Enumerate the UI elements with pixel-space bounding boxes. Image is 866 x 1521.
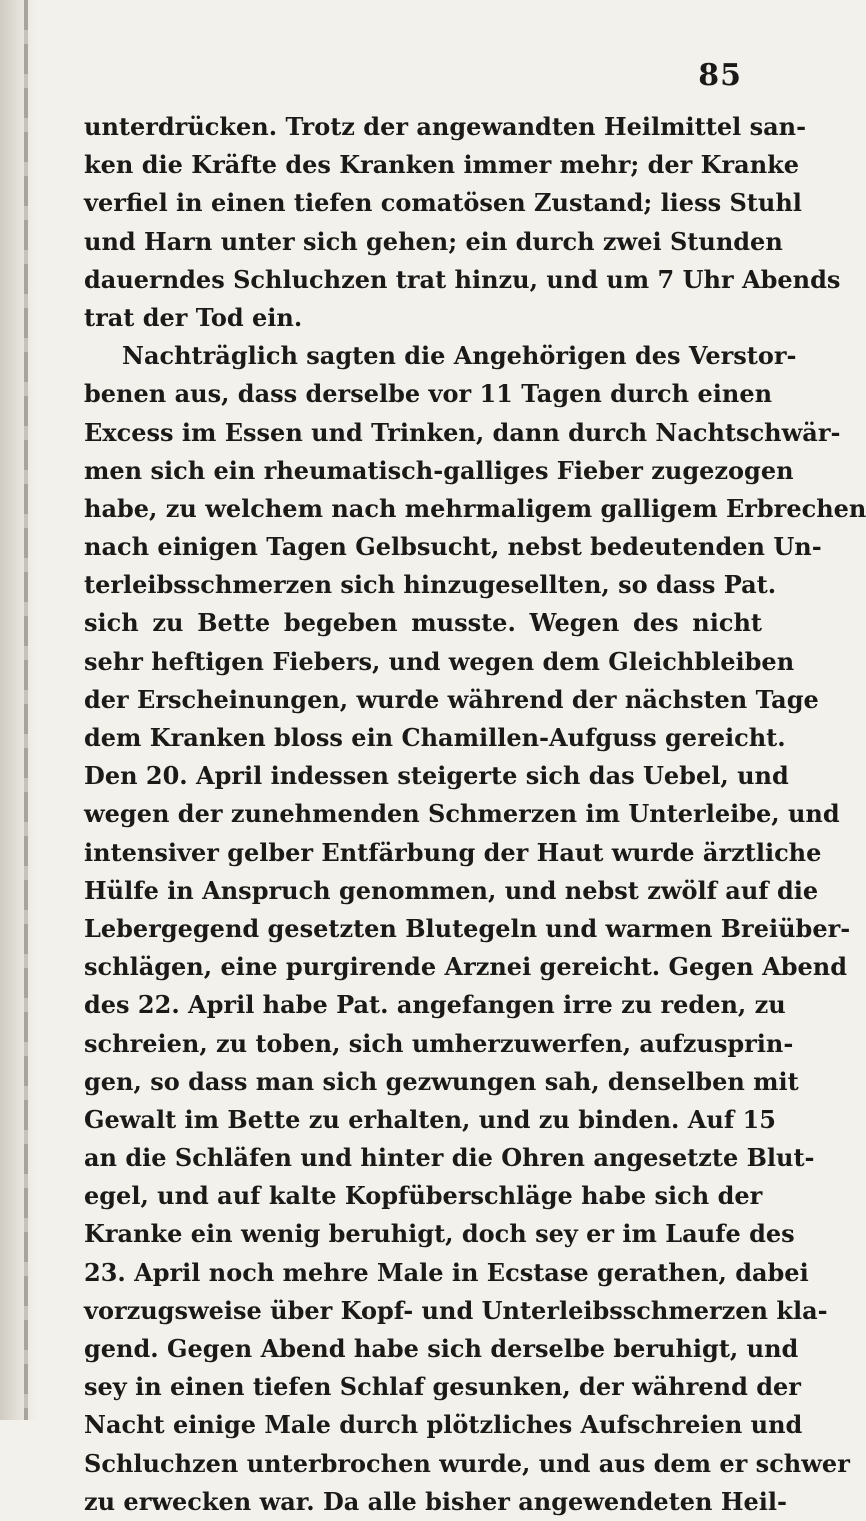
text-line: men sich ein rheumatisch-galliges Fieber zugezogen (84, 455, 794, 485)
text-line: Nachträglich sagten die Angehörigen des Verstor- (122, 341, 797, 371)
text-line: zu erwecken war. Da alle bisher angewendeten Heil- (84, 1486, 787, 1516)
text-line: des 22. April habe Pat. angefangen irre zu reden, zu (84, 990, 786, 1020)
text-line: intensiver gelber Entfärbung der Haut wurde ärztliche (84, 837, 822, 867)
text-line: Den 20. April indessen steigerte sich das Uebel, und (84, 761, 789, 791)
text-line: Kranke ein wenig beruhigt, doch sey er im Laufe des (84, 1219, 795, 1249)
text-line: wegen der zunehmenden Schmerzen im Unterleibe, und (84, 799, 840, 829)
text-line: dem Kranken bloss ein Chamillen-Aufguss gereicht. (84, 723, 786, 752)
text-line: und Harn unter sich gehen; ein durch zwei Stunden (84, 226, 783, 256)
text-line: sehr heftigen Fiebers, und wegen dem Gleichbleiben (84, 646, 795, 676)
body-text (84, 108, 866, 1521)
text-line: Lebergegend gesetzten Blutegeln und warmen Breiüber- (84, 913, 851, 943)
text-line: habe, zu welchem nach mehrmaligem galligem Erbrechen (84, 493, 866, 523)
binding-gutter (24, 0, 28, 1420)
text-line: 23. April noch mehre Male in Ecstase gerathen, dabei (84, 1257, 809, 1287)
text-line: Hülfe in Anspruch genommen, und nebst zwölf auf die (84, 875, 819, 905)
text-line: Excess im Essen und Trinken, dann durch Nachtschwär- (84, 417, 841, 447)
text-line: ken die Kräfte des Kranken immer mehr; der Kranke (84, 150, 800, 180)
text-line: schlägen, eine purgirende Arznei gereicht. Gegen Abend (84, 952, 848, 982)
text-line: benen aus, dass derselbe vor 11 Tagen durch einen (84, 379, 773, 409)
text-line: Schluchzen unterbrochen wurde, und aus dem er schwer (84, 1448, 850, 1478)
text-line: gend. Gegen Abend habe sich derselbe beruhigt, und (84, 1334, 799, 1363)
text-line: vorzugsweise über Kopf- und Unterleibsschmerzen kla- (84, 1295, 828, 1325)
text-line: sey in einen tiefen Schlaf gesunken, der während der (84, 1372, 801, 1402)
paragraph-1 (84, 108, 841, 337)
text-line: schreien, zu toben, sich umherzuwerfen, aufzusprin- (84, 1028, 794, 1058)
text-line: verfiel in einen tiefen comatösen Zustand; liess Stuhl (84, 188, 802, 218)
paragraph-2 (84, 337, 866, 1521)
text-line: gen, so dass man sich gezwungen sah, denselben mit (84, 1066, 799, 1096)
text-line: der Erscheinungen, wurde während der nächsten Tage (84, 684, 819, 714)
text-line: sich zu Bette begeben musste. Wegen des nicht (84, 608, 762, 638)
binding-edge (0, 0, 38, 1420)
text-line: trat der Tod ein. (84, 302, 303, 332)
text-line: an die Schläfen und hinter die Ohren angesetzte Blut- (84, 1143, 815, 1173)
text-line: egel, und auf kalte Kopfüberschläge habe sich der (84, 1181, 763, 1211)
text-line: terleibsschmerzen sich hinzugesellten, so dass Pat. (84, 570, 777, 600)
text-line: dauerndes Schluchzen trat hinzu, und um 7 Uhr Abends (84, 264, 841, 294)
page-number: 85 (698, 58, 742, 93)
text-line: Nacht einige Male durch plötzliches Aufschreien und (84, 1410, 803, 1440)
text-line: Gewalt im Bette zu erhalten, und zu binden. Auf 15 (84, 1104, 776, 1134)
text-line: unterdrücken. Trotz der angewandten Heilmittel san- (84, 112, 807, 141)
text-line: nach einigen Tagen Gelbsucht, nebst bedeutenden Un- (84, 532, 822, 562)
